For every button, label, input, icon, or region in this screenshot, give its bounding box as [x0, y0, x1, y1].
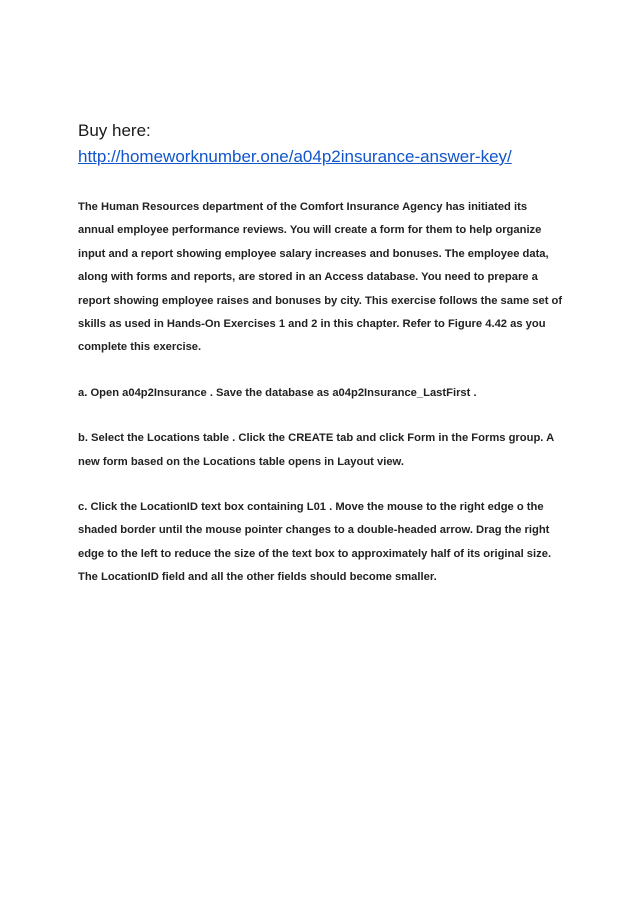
purchase-link[interactable]: http://homeworknumber.one/a04p2insurance-answer-key/: [78, 147, 512, 166]
buy-here-label: Buy here:: [78, 121, 151, 140]
step-c-paragraph: c. Click the LocationID text box containing L01 . Move the mouse to the right edge o the shaded border until the mouse pointer changes to a double-headed arrow. Drag the right edge to the left to reduce the size of the text box to approximately half of its original size. The LocationID field and all the other fields should become smaller.: [78, 501, 552, 584]
document-page: [78, 118, 566, 590]
step-a-paragraph: a. Open a04p2Insurance . Save the database as a04p2Insurance_LastFirst .: [78, 386, 477, 399]
step-b-paragraph: b. Select the Locations table . Click the CREATE tab and click Form in the Forms group. A new form based on the Locations table opens in Layout view.: [78, 432, 554, 468]
intro-paragraph: The Human Resources department of the Comfort Insurance Agency has initiated its annual employee performance reviews. You will create a form for them to help organize input and a report showing employee salary increases and bonuses. The employee data, along with forms and reports, are stored in an Access database. You need to prepare a report showing employee raises and bonuses by city. This exercise follows the same set of skills as used in Hands-On Exercises 1 and 2 in this chapter. Refer to Figure 4.42 as you complete this exercise.: [78, 201, 563, 354]
